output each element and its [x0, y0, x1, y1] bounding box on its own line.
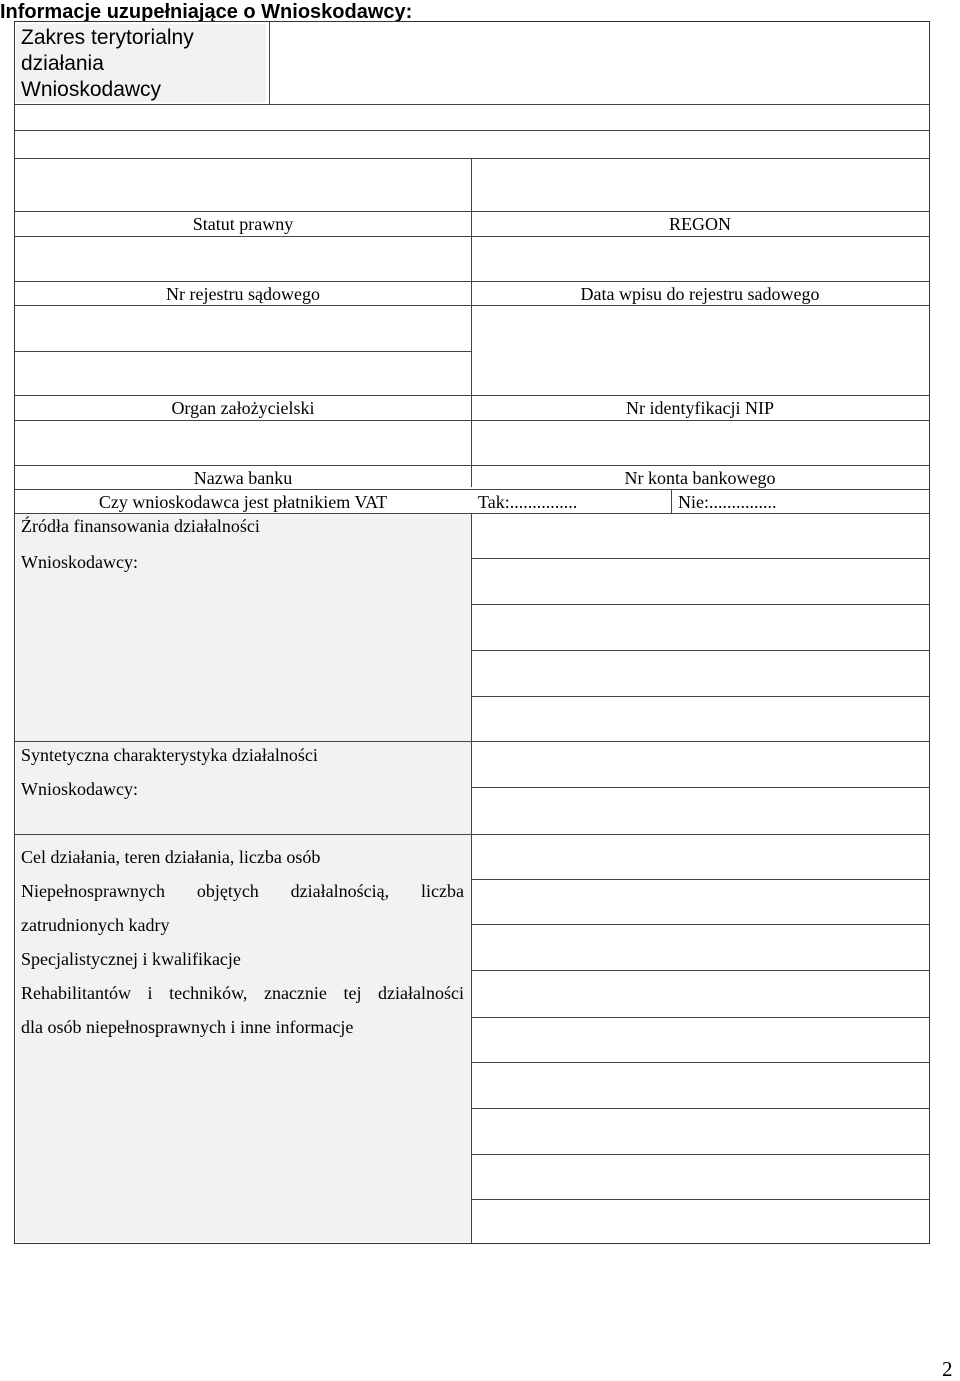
zrodla-label-line: Wnioskodawcy: [21, 552, 138, 572]
nr-konta-label: Nr konta bankowego [624, 468, 776, 488]
row-line [15, 158, 929, 159]
row-line [15, 741, 929, 742]
organ-label: Organ założycielski [171, 398, 315, 418]
cel-label [21, 846, 464, 1050]
cel-word: Niepełnosprawnych [21, 881, 165, 901]
data-wpisu-value-field[interactable] [474, 238, 928, 280]
cel-label-line: zatrudnionych kadry [21, 915, 170, 935]
cel-word: i [147, 983, 153, 1003]
row-line [15, 236, 929, 237]
row-line [15, 130, 929, 131]
nip-label: Nr identyfikacji NIP [626, 398, 774, 418]
page-heading: Informacje uzupełniające o Wnioskodawcy: [0, 1, 413, 23]
row-line [15, 211, 929, 212]
cel-label-line: dla osób niepełnosprawnych i inne informacje [21, 1017, 354, 1037]
center-divider-top [471, 158, 472, 487]
regon-label: REGON [669, 214, 731, 234]
vat-tak-option[interactable]: Tak:............... [478, 492, 578, 512]
cel-label-line [21, 982, 464, 1016]
cel-word: działalności [378, 983, 464, 1003]
statut-prawny-label: Statut prawny [192, 214, 294, 234]
data-wpisu-label: Data wpisu do rejestru sadowego [580, 284, 820, 304]
cel-word: liczba [421, 881, 464, 901]
nazwa-banku-value-field[interactable] [17, 422, 469, 464]
vat-nie-option[interactable]: Nie:............... [678, 492, 777, 512]
organ-value-field[interactable] [17, 307, 469, 394]
center-divider-bottom [471, 513, 472, 1243]
cel-label-line [21, 880, 464, 914]
syntetyczna-label-line: Wnioskodawcy: [21, 779, 138, 799]
zakres-label [21, 25, 194, 103]
row-line [15, 420, 929, 421]
row-line [15, 465, 929, 466]
cel-word: techników, [169, 983, 248, 1003]
zakres-label-line: Wnioskodawcy [21, 78, 162, 101]
row-line [15, 834, 929, 835]
row-line [15, 513, 929, 514]
cel-word: objętych [196, 881, 259, 901]
zrodla-value-field[interactable] [474, 515, 928, 740]
cel-label-line: Cel działania, teren działania, liczba osób [21, 847, 321, 867]
nr-rejestru-value-field[interactable] [17, 238, 469, 280]
zrodla-label-line: Źródła finansowania działalności [21, 516, 260, 536]
regon-value-field[interactable] [474, 160, 928, 210]
row-line [15, 104, 929, 105]
row-line [15, 281, 929, 282]
zakres-label-line: działania [21, 52, 104, 75]
cel-word: znacznie [263, 983, 327, 1003]
cel-value-field[interactable] [474, 836, 928, 1242]
row-line [15, 305, 929, 306]
row-line [15, 395, 929, 396]
nip-value-field[interactable] [474, 307, 928, 394]
nazwa-banku-label: Nazwa banku [193, 468, 293, 488]
cel-word: tej [343, 983, 362, 1003]
syntetyczna-value-field[interactable] [474, 743, 928, 833]
nr-konta-value-field[interactable] [474, 422, 928, 464]
statut-prawny-value-field[interactable] [17, 160, 469, 210]
zakres-value-field[interactable] [272, 24, 928, 103]
cel-label-line: Specjalistycznej i kwalifikacje [21, 949, 241, 969]
zakres-label-line: Zakres terytorialny [21, 26, 194, 49]
vat-divider [671, 489, 672, 513]
page-number: 2 [942, 1357, 953, 1381]
nr-rejestru-label: Nr rejestru sądowego [166, 284, 320, 304]
cel-word: działalnością, [290, 881, 390, 901]
vat-question-label: Czy wnioskodawca jest płatnikiem VAT [98, 492, 388, 512]
syntetyczna-label-line: Syntetyczna charakterystyka działalności [21, 745, 318, 765]
cel-word: Rehabilitantów [21, 983, 131, 1003]
zakres-divider [269, 22, 270, 104]
row-line [15, 489, 929, 490]
